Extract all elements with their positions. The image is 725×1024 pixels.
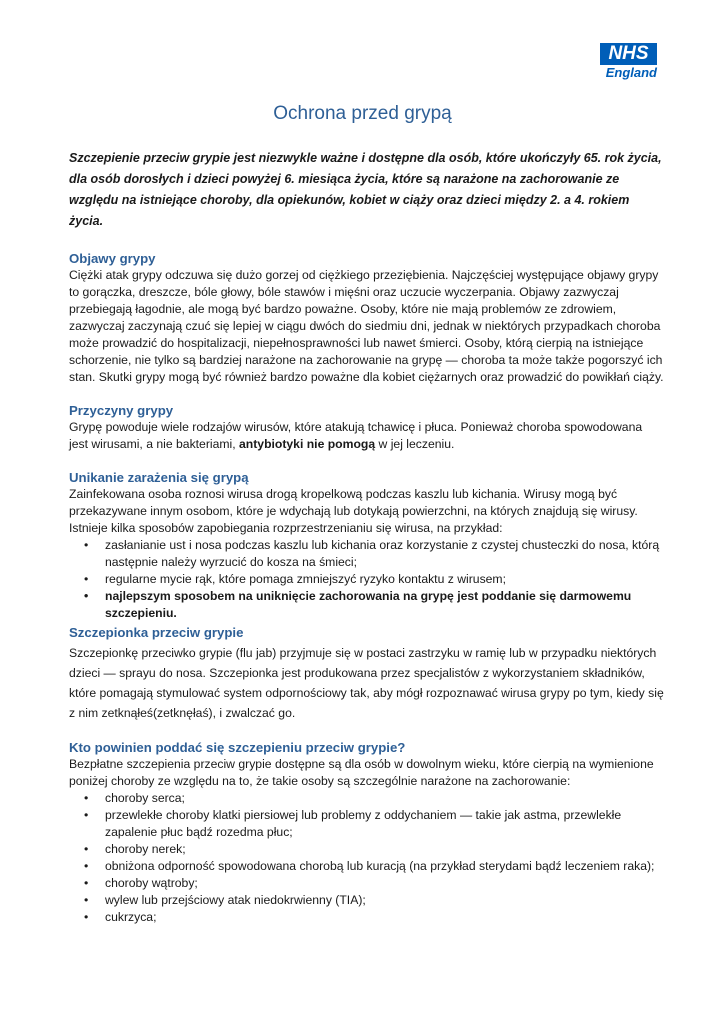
- intro-text: Szczepienie przeciw grypie jest niezwykle ważne i dostępne dla osób, które ukończyły 65. rok życia, dla osób dorosłych i dzieci powyżej 6. miesiąca życia, które są narażone na zachorowanie ze względu na istniejące choroby, dla opiekunów, kobiet w ciąży oraz dzieci między 2. a 4. rokiem życia.: [69, 151, 662, 228]
- section-causes: [69, 402, 664, 453]
- section-text: Szczepionkę przeciwko grypie (flu jab) przyjmuje się w postaci zastrzyku w ramię lub w przypadku niektórych dzieci — sprayu do nosa. Szczepionka jest produkowana przez specjalistów z wykorzystaniem składników, które pomagają stymulować system odpornościowy tak, aby mógł rozpoznawać wirusa grypy po tym, kiedy się z nim zetknąłeś(zetknęłaś), i zwalczać go.: [69, 646, 664, 720]
- section-heading: Unikanie zarażenia się grypą: [69, 470, 249, 485]
- conditions-list: [69, 790, 664, 926]
- list-item: • choroby wątroby;: [105, 875, 664, 892]
- nhs-england-logo: [597, 43, 657, 80]
- list-item: • obniżona odporność spowodowana chorobą lub kuracją (na przykład sterydami bądź leczeniem raka);: [105, 858, 664, 875]
- section-symptoms: [69, 250, 664, 386]
- nhs-logo-org: England: [605, 65, 657, 80]
- section-heading: Szczepionka przeciw grypie: [69, 625, 244, 640]
- list-item: • cukrzyca;: [105, 909, 664, 926]
- document-body: [69, 148, 664, 926]
- text-part: w jej leczeniu.: [375, 437, 455, 451]
- list-item: • przewlekłe choroby klatki piersiowej lub problemy z oddychaniem — takie jak astma, przewlekłe zapalenie płuc bądź rozedma płuc;: [105, 807, 664, 841]
- bold-text: antybiotyki nie pomogą: [239, 437, 376, 451]
- list-item: • najlepszym sposobem na uniknięcie zachorowania na grypę jest poddanie się darmowemu szczepieniu.: [105, 588, 664, 622]
- list-item: • wylew lub przejściowy atak niedokrwienny (TIA);: [105, 892, 664, 909]
- list-item: • choroby nerek;: [105, 841, 664, 858]
- section-vaccine: [69, 624, 664, 723]
- section-text: Zainfekowana osoba roznosi wirusa drogą kropelkową podczas kaszlu lub kichania. Wirusy mogą być przekazywane innym osobom, które je wdychają lub dotykają powierzchni, na których znajdują się wirusy. Istnieje kilka sposobów zapobiegania rozprzestrzenianiu się wirusa, na przykład:: [69, 487, 638, 535]
- section-avoid: [69, 469, 664, 622]
- section-heading: Objawy grypy: [69, 251, 156, 266]
- list-item: • choroby serca;: [105, 790, 664, 807]
- prevention-list: [69, 537, 664, 622]
- text-part: Grypę powoduje wiele rodzajów wirusów, które atakują tchawicę i płuca. Ponieważ choroba spowodowana jest wirusami, a nie bakteriami,: [69, 420, 643, 451]
- section-text: [69, 419, 664, 453]
- section-text: Ciężki atak grypy odczuwa się dużo gorzej od ciężkiego przeziębienia. Najczęściej występujące objawy grypy to gorączka, dreszcze, bóle głowy, bóle stawów i mięśni oraz uczucie wyczerpania. Objawy zazwyczaj przebiegają łagodnie, ale mogą być bardzo poważne. Osoby, które nie mają problemów ze zdrowiem, zazwyczaj zaczynają czuć się lepiej w ciągu dwóch do siedmiu dni, jednak w niektórych przypadkach choroba może prowadzić do hospitalizacji, niepełnosprawności lub nawet śmierci. Osoby, którą cierpią na istniejące schorzenie, nie tylko są bardziej narażone na zachorowanie na grypę — choroba ta może także pogorszyć ich stan. Skutki grypy mogą być również bardzo poważne dla kobiet ciężarnych oraz prowadzić do powikłań ciąży.: [69, 268, 664, 384]
- section-text: Bezpłatne szczepienia przeciw grypie dostępne są dla osób w dowolnym wieku, które cierpią na wymienione poniżej choroby ze względu na to, że takie osoby są szczególnie narażone na zachorowanie:: [69, 757, 654, 788]
- section-heading: Przyczyny grypy: [69, 403, 174, 418]
- section-heading: Kto powinien poddać się szczepieniu przeciw grypie?: [69, 740, 406, 755]
- list-item: • regularne mycie rąk, które pomaga zmniejszyć ryzyko kontaktu z wirusem;: [105, 571, 664, 588]
- list-item: • zasłanianie ust i nosa podczas kaszlu lub kichania oraz korzystanie z czystej chusteczki do nosa, którą następnie należy wyrzucić do kosza na śmieci;: [105, 537, 664, 571]
- section-who: [69, 739, 664, 926]
- page-title: Ochrona przed grypą: [273, 103, 452, 124]
- nhs-logo-box: NHS: [600, 43, 657, 65]
